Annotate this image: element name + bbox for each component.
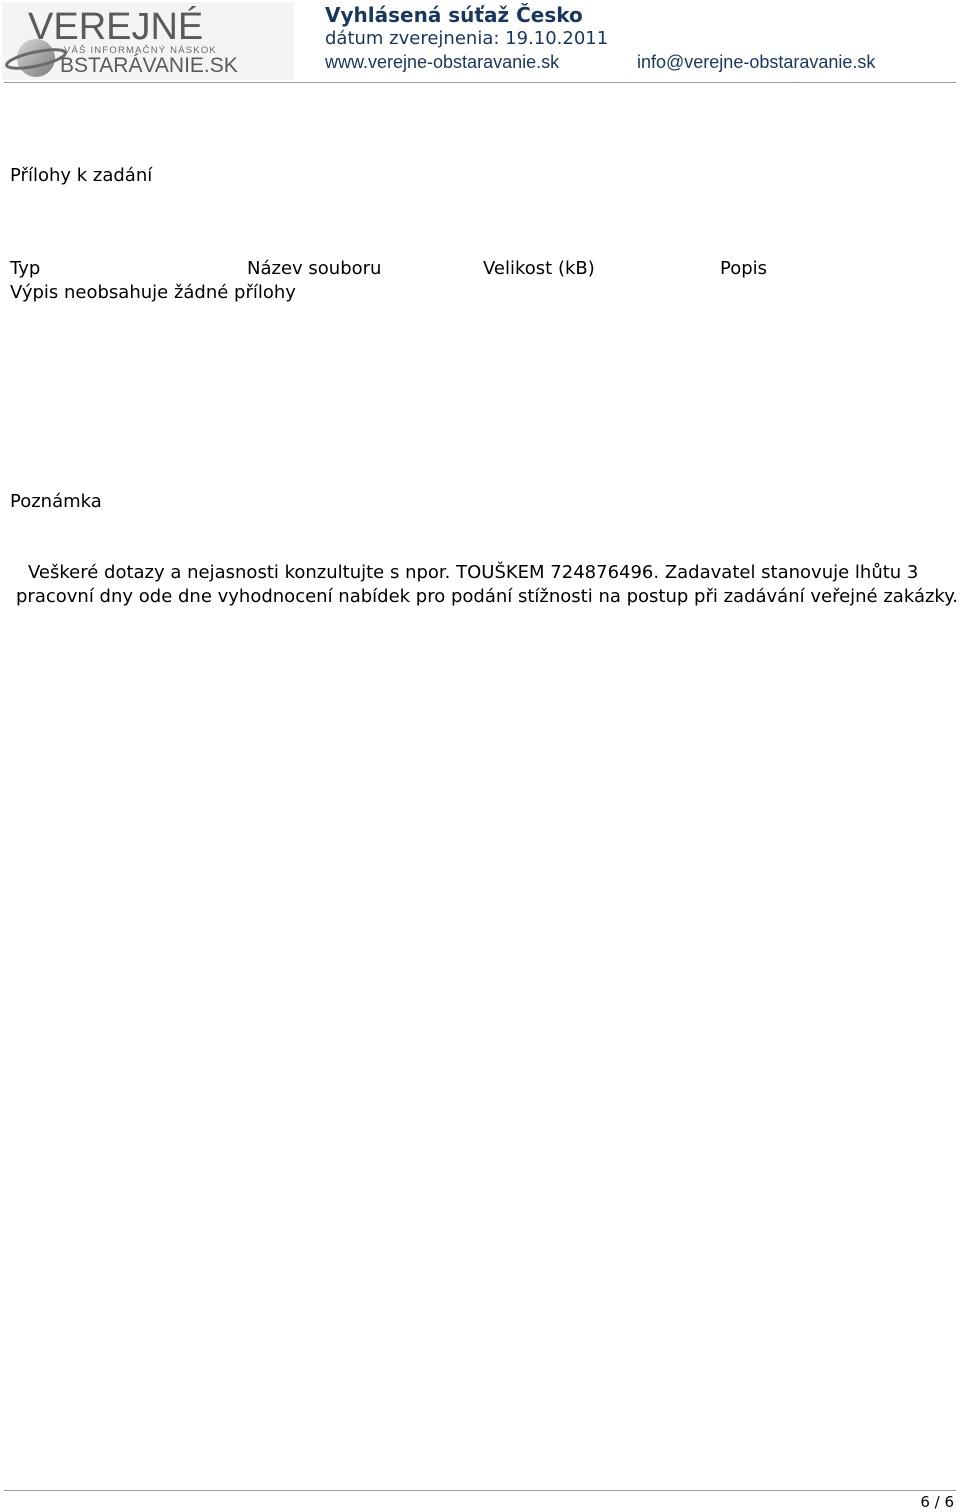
column-header-size: Velikost (kB) [483,258,595,279]
logo-tagline: VÁŠ INFORMAČNÝ NÁSKOK [64,45,217,56]
logo-line1: VEREJNÉ [28,6,204,48]
logo-graphic [2,2,294,80]
email-link[interactable]: info@verejne-obstaravanie.sk [637,52,876,72]
tender-title: Vyhlásená súťaž Česko [325,3,583,27]
footer-divider [4,1490,956,1491]
note-text: Veškeré dotazy a nejasnosti konzultujte s npor. TOUŠKEM 724876496. Zadavatel stanovuje lhůtu 3 pracovní dny ode dne vyhodnocení nabídek pro podání stížnosti na postup při zadávání veřejné zakázky. [16,562,959,607]
column-header-description: Popis [720,258,768,279]
note-title: Poznámka [10,491,102,512]
no-attachments-message: Výpis neobsahuje žádné přílohy [10,282,296,303]
column-header-type: Typ [10,258,41,279]
column-header-filename: Název souboru [247,258,382,279]
attachments-title: Přílohy k zadání [10,165,153,186]
publication-date: dátum zverejnenia: 19.10.2011 [325,28,609,49]
page-number: 6 / 6 [920,1493,954,1511]
document-header [0,0,960,84]
header-divider [4,82,956,83]
website-link[interactable]: www.verejne-obstaravanie.sk [325,52,560,72]
logo-line2: BSTARÁVANIE.SK [60,54,238,77]
verejne-obstaravanie-logo [2,2,294,80]
